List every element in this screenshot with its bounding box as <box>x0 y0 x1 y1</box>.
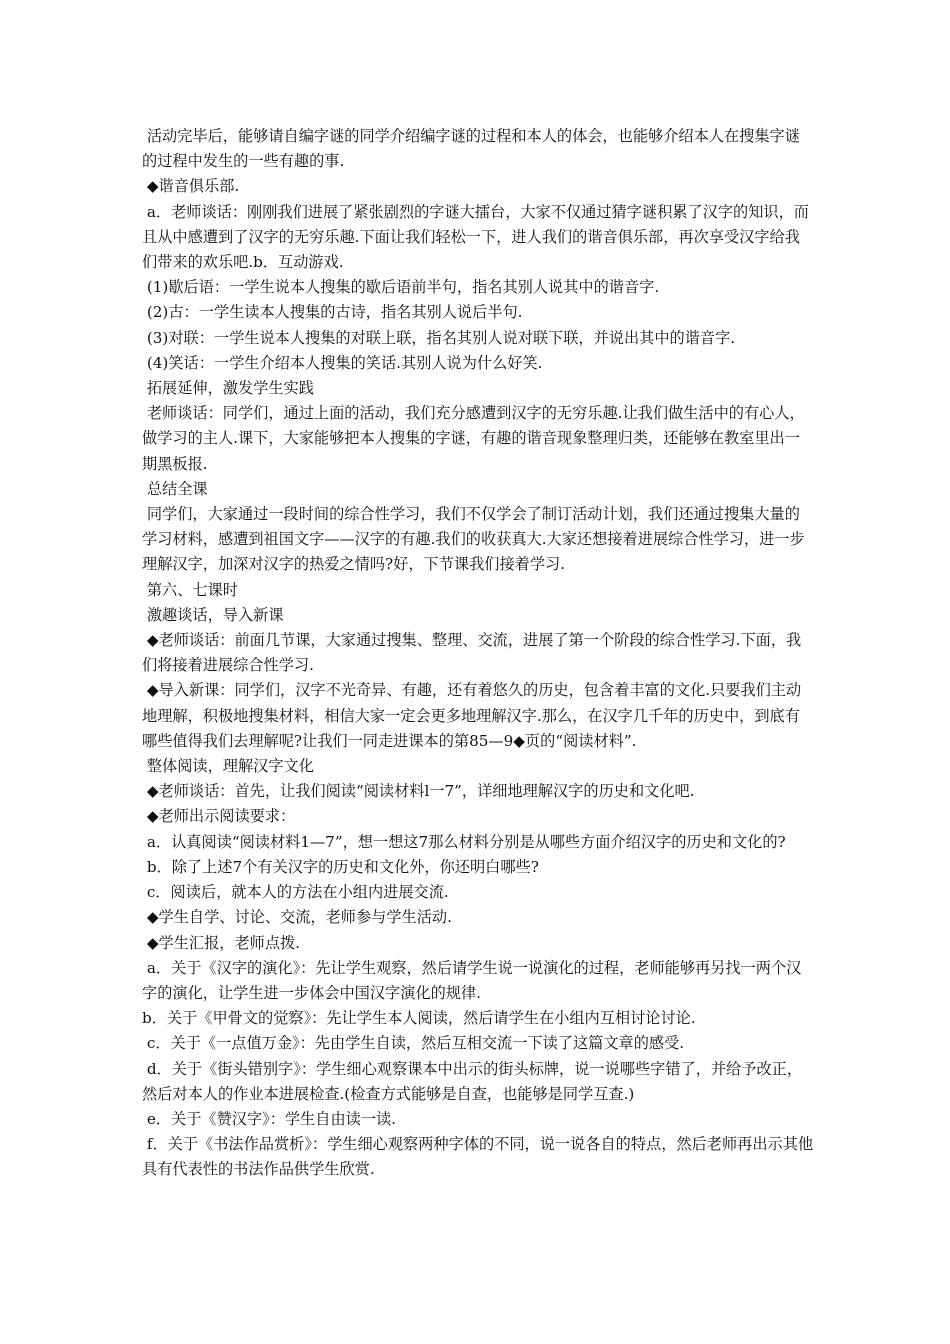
section-heading: 拓展延伸，激发学生实践 <box>142 379 314 398</box>
section-heading: 总结全课 <box>142 479 208 498</box>
section-heading: 整体阅读，理解汉字文化 <box>142 757 314 776</box>
paragraph: f．关于《书法作品赏析》：学生细心观察两种字体的不同，说一说各自的特点，然后老师再出示其他具有代表性的书法作品供学生欣赏. <box>142 1135 814 1179</box>
paragraph: c．关于《一点值万金》：先由学生自读，然后互相交流一下读了这篇文章的感受. <box>142 1034 685 1053</box>
paragraph: c．阅读后，就本人的方法在小组内进展交流. <box>142 883 449 902</box>
paragraph: (1)歇后语：一学生说本人搜集的歇后语前半句，指名其别人说其中的谐音字. <box>142 278 660 297</box>
paragraph: b．除了上述7个有关汉字的历史和文化外，你还明白哪些? <box>142 857 539 876</box>
paragraph: (3)对联：一学生说本人搜集的对联上联，指名其别人说对联下联，并说出其中的谐音字. <box>142 328 736 347</box>
paragraph: ◆学生自学、讨论、交流，老师参与学生活动. <box>142 908 452 927</box>
paragraph: d．关于《街头错别字》：学生细心观察课本中出示的街头标牌，说一说哪些字错了，并给予改正，然后对本人的作业本进展检查.(检查方式能够是自查，也能够是同学互查.) <box>142 1059 803 1103</box>
paragraph: (2)古：一学生读本人搜集的古诗，指名其别人说后半句. <box>142 303 523 322</box>
paragraph: ◆老师谈话：首先，让我们阅读“阅读材料l一7”，详细地理解汉字的历史和文化吧. <box>142 782 695 801</box>
document-body <box>142 124 814 1183</box>
section-heading: 第六、七课时 <box>142 580 238 599</box>
section-heading: 激趣谈话，导入新课 <box>142 605 284 624</box>
paragraph: a．老师谈话：刚刚我们进展了紧张剧烈的字谜大擂台，大家不仅通过猜字谜积累了汉字的知识，而且从中感遭到了汉字的无穷乐趣.下面让我们轻松一下，进人我们的谐音俱乐部，再次享受汉字给我们带来的欢乐吧.b．互动游戏. <box>142 202 809 272</box>
paragraph: ◆学生汇报，老师点拨. <box>142 933 301 952</box>
paragraph: a．认真阅读“阅读材料1—7”，想一想这7那么材料分别是从哪些方面介绍汉字的历史和文化的? <box>142 832 786 851</box>
paragraph: 老师谈话：同学们，通过上面的活动，我们充分感遭到汉字的无穷乐趣.让我们做生活中的有心人，做学习的主人.课下，大家能够把本人搜集的字谜，有趣的谐音现象整理归类，还能够在教室里出一期黑板报. <box>142 404 805 473</box>
paragraph: ◆谐音俱乐部. <box>142 177 240 196</box>
paragraph: b．关于《甲骨文的觉察》：先让学生本人阅读，然后请学生在小组内互相讨论讨论. <box>142 1009 696 1028</box>
paragraph: ◆老师谈话：前面几节课，大家通过搜集、整理、交流，进展了第一个阶段的综合性学习.下面，我们将接着进展综合性学习. <box>142 631 802 675</box>
paragraph: ◆老师出示阅读要求： <box>142 807 296 826</box>
paragraph: 同学们，大家通过一段时间的综合性学习，我们不仅学会了制订活动计划，我们还通过搜集大量的学习材料，感遭到祖国文字——汉字的有趣.我们的收获真大.大家还想接着进展综合性学习，进一步理解汉字，加深对汉字的热爱之情吗?好，下节课我们接着学习. <box>142 505 805 574</box>
paragraph: (4)笑话：一学生介绍本人搜集的笑话.其别人说为什么好笑. <box>142 353 543 372</box>
paragraph: 活动完毕后，能够请自编字谜的同学介绍编字谜的过程和本人的体会，也能够介绍本人在搜集字谜的过程中发生的一些有趣的事. <box>142 127 800 171</box>
paragraph: a．关于《汉字的演化》：先让学生观察，然后请学生说一说演化的过程，老师能够再另找一两个汉字的演化，让学生进一步体会中国汉字演化的规律. <box>142 958 802 1002</box>
paragraph: ◆导入新课：同学们，汉字不光奇异、有趣，还有着悠久的历史，包含着丰富的文化.只要我们主动地理解，积极地搜集材料，相信大家一定会更多地理解汉字.那么，在汉字几千年的历史中，到底有哪些值得我们去理解呢?让我们一同走进课本的第85—9◆页的“阅读材料”. <box>142 681 802 750</box>
paragraph: e．关于《赞汉字》：学生自由读一读. <box>142 1109 397 1128</box>
